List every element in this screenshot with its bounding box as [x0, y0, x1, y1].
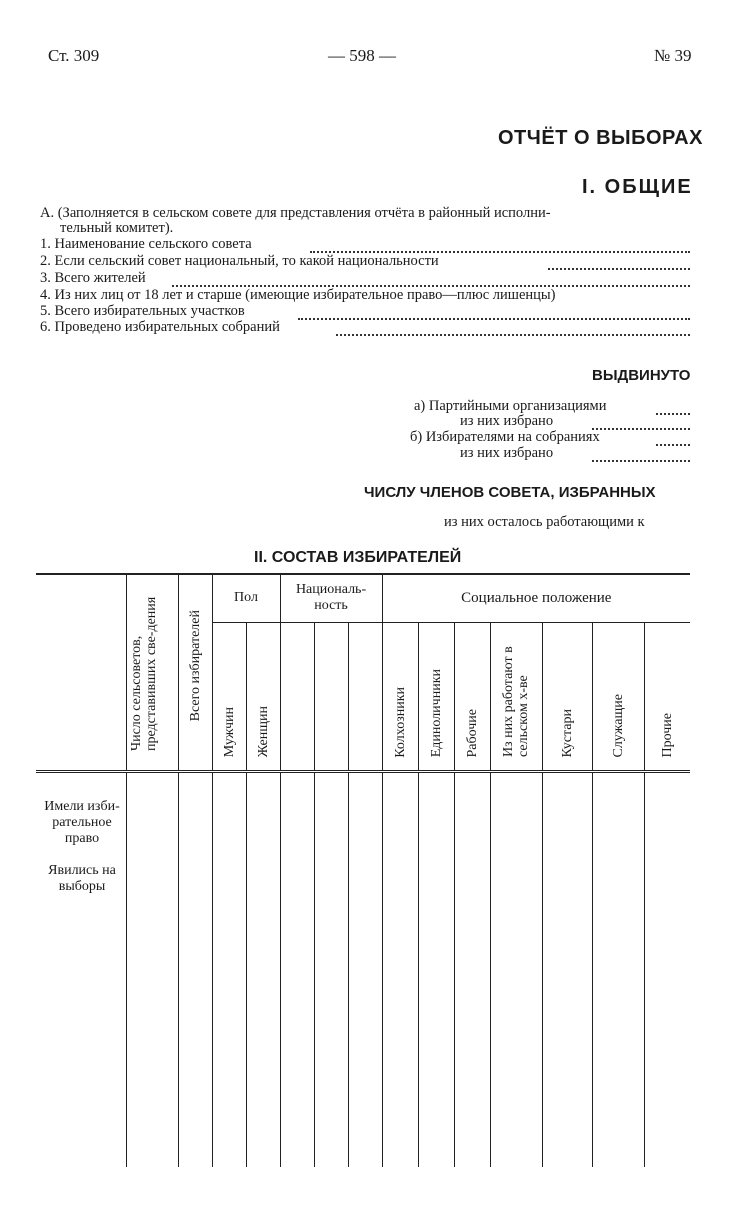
nominated-voters-dots	[656, 444, 690, 446]
item-6: 6. Проведено избирательных собраний	[40, 319, 280, 335]
col-kolkhoz-header: Колхозники	[392, 686, 408, 758]
members-heading: ЧИСЛУ ЧЛЕНОВ СОВЕТА, ИЗБРАННЫХ	[364, 484, 656, 501]
remained-working: из них осталось работающими к	[444, 514, 645, 530]
nominated-party-dots	[656, 413, 690, 415]
item-3: 3. Всего жителей	[40, 270, 146, 286]
col-employees-header: Служащие	[610, 693, 626, 758]
page-article-number: Ст. 309	[48, 46, 100, 65]
col-individual-header: Единоличники	[428, 669, 444, 758]
issue-number: № 39	[654, 46, 692, 65]
nominated-party-elected-dots	[592, 428, 690, 430]
group-nationality-header: Националь-ность	[280, 574, 382, 622]
item-2-dots	[548, 268, 690, 270]
row-had-right-label: Имели изби-рательное право	[44, 799, 120, 847]
col-other-header: Прочие	[659, 712, 675, 758]
page-number: — 598 —	[328, 46, 396, 65]
group-social-header: Социальное положение	[382, 574, 690, 622]
section-general-heading: I. ОБЩИЕ	[582, 176, 693, 198]
nominated-heading: ВЫДВИНУТО	[592, 367, 691, 384]
note-line-1: А. (Заполняется в сельском совете для представления отчёта в районный исполни-	[40, 205, 551, 221]
col-workers-header: Рабочие	[464, 708, 480, 758]
nominated-party: а) Партийными организациями	[414, 398, 607, 414]
col-councils-header: Число сельсоветов, представивших све-дения	[129, 596, 159, 752]
col-total-header: Всего избирателей	[187, 610, 203, 722]
voters-composition-heading: II. СОСТАВ ИЗБИРАТЕЛЕЙ	[254, 549, 462, 566]
row-attended-label: Явились на выборы	[48, 863, 116, 895]
col-women-header: Женщин	[255, 706, 271, 758]
nominated-voters: б) Избирателями на собраниях	[410, 429, 600, 445]
note-line-2: тельный комитет).	[60, 220, 174, 236]
document-title: ОТЧЁТ О ВЫБОРАХ	[498, 127, 703, 149]
col-men-header: Мужчин	[221, 707, 237, 758]
nominated-voters-elected-dots	[592, 460, 690, 462]
item-1: 1. Наименование сельского совета	[40, 236, 252, 252]
col-artisans-header: Кустари	[559, 708, 575, 758]
item-6-dots	[336, 334, 690, 336]
group-sex-header: Пол	[212, 574, 280, 622]
nominated-party-elected: из них избрано	[460, 413, 554, 429]
item-2: 2. Если сельский совет национальный, то какой национальности	[40, 253, 439, 269]
item-5-dots	[298, 318, 690, 320]
nominated-voters-elected: из них избрано	[460, 445, 554, 461]
item-4: 4. Из них лиц от 18 лет и старше (имеющие избирательное право—плюс лишенцы)	[40, 287, 556, 303]
item-5: 5. Всего избирательных участков	[40, 303, 245, 319]
voters-composition-table	[36, 573, 690, 1167]
col-rural-header: Из них работают в сельском х-ве	[501, 646, 532, 758]
